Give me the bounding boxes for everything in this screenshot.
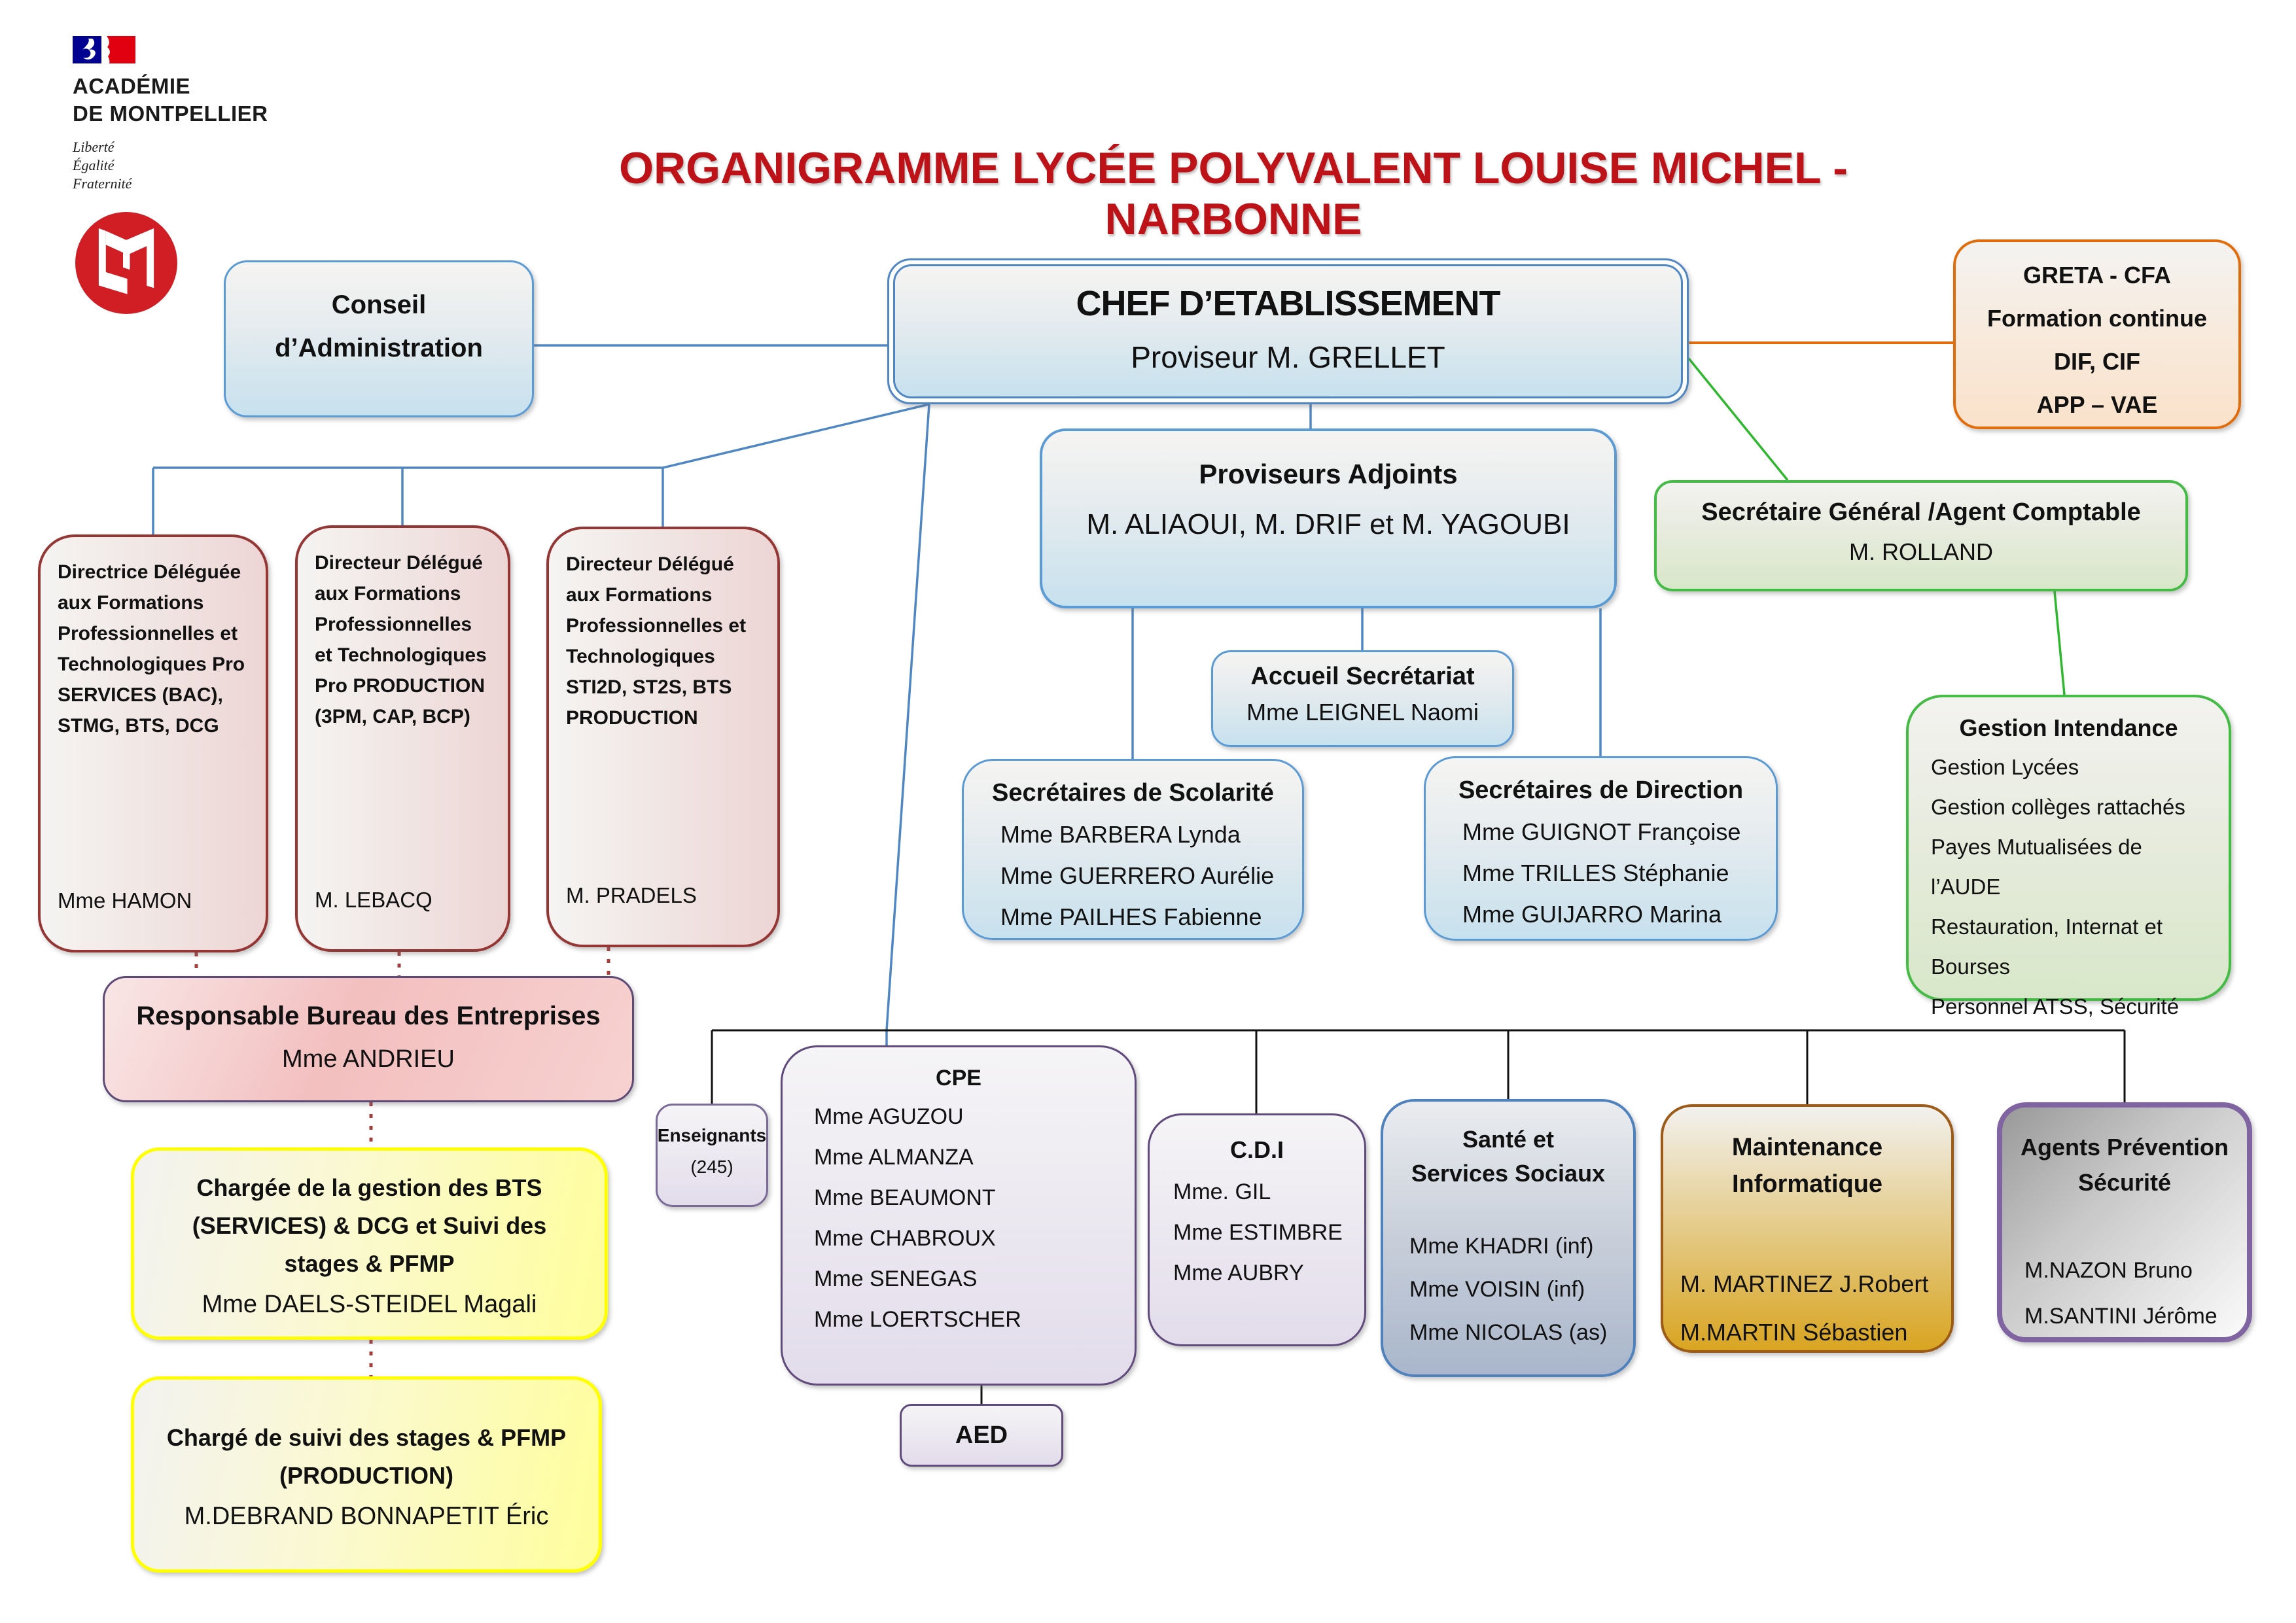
box-secretaires-scolarite — [962, 759, 1304, 940]
motto-line: Fraternité — [73, 175, 132, 192]
box-agents-prevention-securite — [1997, 1102, 2252, 1342]
box-secretaires-direction — [1424, 756, 1778, 941]
person-name: Mme GUIGNOT Françoise — [1462, 818, 1741, 845]
box-enseignants — [656, 1104, 768, 1207]
academy-name-line2: DE MONTPELLIER — [73, 101, 268, 126]
box-title: Santé et — [1462, 1126, 1555, 1153]
person-name: Mme PAILHES Fabienne — [1000, 903, 1262, 930]
person-name: Mme DAELS-STEIDEL Magali — [202, 1291, 537, 1318]
box-title: Secrétaire Général /Agent Comptable — [1701, 498, 2141, 526]
person-name: M. ROLLAND — [1848, 538, 1994, 565]
person-name: Mme KHADRI (inf) — [1409, 1234, 1594, 1259]
person-name: Mme GUIJARRO Marina — [1462, 901, 1722, 928]
list-item: Restauration, Internat et Bourses — [1931, 915, 2163, 979]
box-title: Directrice Déléguée aux Formations Professionnelles et Technologiques Pro SERVICES (BAC), STMG, BTS, DCG — [58, 561, 245, 737]
person-name: M.NAZON Bruno — [2024, 1258, 2193, 1283]
box-title: Secrétaires de Direction — [1458, 777, 1744, 804]
list-item: Personnel ATSS, Sécurité — [1931, 994, 2180, 1019]
box-title: Chargé de suivi des stages & PFMP (PRODUCTION) — [166, 1424, 567, 1489]
person-name: Mme LOERTSCHER — [814, 1307, 1021, 1332]
marianne-flag-icon — [73, 36, 135, 63]
person-name: Mme CHABROUX — [814, 1226, 996, 1251]
list-item: Payes Mutualisées de l’AUDE — [1931, 835, 2142, 899]
person-name: M.DEBRAND BONNAPETIT Éric — [184, 1503, 549, 1530]
person-name: Mme TRILLES Stéphanie — [1462, 860, 1729, 886]
box-sante-services-sociaux — [1381, 1099, 1636, 1377]
person-name: M.SANTINI Jérôme — [2024, 1304, 2217, 1329]
box-title: CHEF D’ETABLISSEMENT — [1076, 284, 1500, 323]
box-directeur-production — [295, 525, 510, 952]
person-name: M. LEBACQ — [315, 888, 433, 912]
box-title: Directeur Délégué aux Formations Professionnelles et Technologiques Pro PRODUCTION (3PM, CAP, BCP) — [315, 552, 487, 727]
box-title: AED — [955, 1421, 1008, 1449]
box-aed — [900, 1404, 1063, 1467]
box-title: Chargée de la gestion des BTS (SERVICES) & DCG et Suivi des stages & PFMP — [192, 1174, 547, 1277]
person-name: Mme AGUZOU — [814, 1104, 964, 1129]
box-proviseurs-adjoints — [1040, 428, 1617, 608]
person-name: Mme HAMON — [58, 888, 192, 913]
box-title: Secrétaires de Scolarité — [992, 779, 1274, 807]
person-name: Proviseur M. GRELLET — [1131, 340, 1445, 374]
person-name: Mme. GIL — [1173, 1179, 1271, 1204]
box-chef-inner — [893, 264, 1683, 398]
box-line: APP – VAE — [2036, 391, 2158, 418]
list-item: Gestion collèges rattachés — [1931, 795, 2185, 819]
list-item: Gestion Lycées — [1931, 755, 2079, 779]
box-title: Gestion Intendance — [1959, 714, 2178, 741]
lm-monogram-icon — [75, 212, 177, 314]
box-title: Directeur Délégué aux Formations Professionnelles et Technologiques STI2D, ST2S, BTS PRODUCTION — [566, 553, 747, 729]
box-chef-etablissement — [887, 258, 1689, 404]
box-title: Sécurité — [2077, 1169, 2172, 1196]
box-directrice-services — [38, 534, 268, 952]
box-title: GRETA - CFA — [2023, 262, 2171, 288]
box-title: Maintenance — [1731, 1134, 1883, 1161]
box-title: d’Administration — [275, 334, 483, 362]
box-title: Proviseurs Adjoints — [1199, 459, 1458, 489]
person-name: Mme SENEGAS — [814, 1266, 978, 1291]
motto — [73, 138, 268, 193]
motto-line: Liberté — [73, 139, 115, 155]
box-line: DIF, CIF — [2054, 348, 2140, 375]
person-name: M.MARTIN Sébastien — [1680, 1319, 1908, 1346]
box-maintenance-informatique — [1661, 1104, 1954, 1353]
box-gestion-intendance — [1906, 695, 2231, 1019]
box-title: Enseignants — [657, 1125, 767, 1145]
person-name: Mme BEAUMONT — [814, 1185, 996, 1210]
box-greta-cfa — [1953, 239, 2241, 429]
person-name: Mme AUBRY — [1173, 1261, 1304, 1285]
box-title: Informatique — [1731, 1170, 1883, 1198]
person-name: M. MARTINEZ J.Robert — [1680, 1270, 1929, 1297]
person-name: Mme GUERRERO Aurélie — [1000, 862, 1275, 889]
box-cdi — [1148, 1113, 1366, 1346]
box-line: Formation continue — [1987, 305, 2207, 332]
box-title: C.D.I — [1229, 1136, 1284, 1163]
box-cpe — [781, 1045, 1137, 1386]
person-name: Mme BARBERA Lynda — [1000, 821, 1241, 848]
person-name: M. ALIAOUI, M. DRIF et M. YAGOUBI — [1086, 508, 1570, 540]
box-title: Responsable Bureau des Entreprises — [136, 1002, 601, 1030]
box-title: Agents Prévention — [2020, 1134, 2229, 1161]
person-name: Mme LEIGNEL Naomi — [1246, 699, 1479, 725]
person-name: Mme ANDRIEU — [282, 1045, 455, 1073]
motto-line: Égalité — [73, 157, 115, 173]
academie-logo — [73, 36, 268, 193]
person-name: M. PRADELS — [566, 883, 697, 907]
person-name: Mme NICOLAS (as) — [1409, 1320, 1608, 1345]
page-title: ORGANIGRAMME LYCÉE POLYVALENT LOUISE MICHEL - NARBONNE — [619, 143, 1848, 244]
box-conseil-administration — [224, 260, 534, 417]
box-title: Services Sociaux — [1411, 1160, 1606, 1187]
box-title: Conseil — [331, 290, 427, 319]
box-chargee-gestion-bts — [131, 1147, 608, 1340]
box-directeur-sti2d — [546, 527, 780, 947]
person-name: Mme VOISIN (inf) — [1409, 1277, 1585, 1302]
academy-name-line1: ACADÉMIE — [73, 74, 191, 98]
box-title: Accueil Secrétariat — [1250, 663, 1475, 690]
person-name: Mme ALMANZA — [814, 1145, 974, 1170]
box-title: CPE — [936, 1066, 981, 1091]
count-badge: (245) — [690, 1157, 733, 1177]
box-responsable-bureau-entreprises — [103, 976, 634, 1102]
person-name: Mme ESTIMBRE — [1173, 1220, 1343, 1245]
box-secretaire-general — [1654, 480, 2188, 591]
box-charge-suivi-stages — [131, 1376, 602, 1573]
box-accueil-secretariat — [1211, 650, 1514, 747]
